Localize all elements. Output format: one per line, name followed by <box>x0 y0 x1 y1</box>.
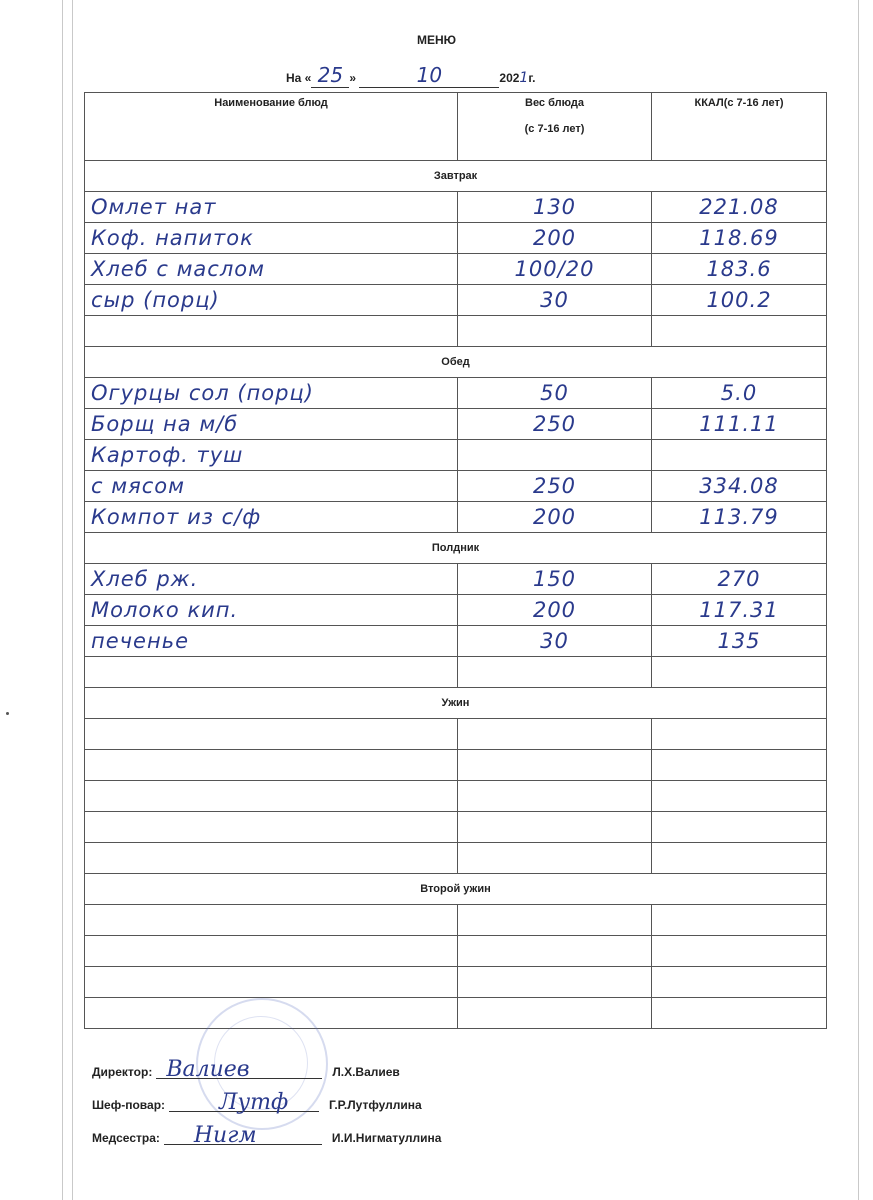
director-label: Директор: <box>92 1065 153 1079</box>
dish-kcal: 118.69 <box>652 223 827 254</box>
table-row <box>85 719 827 750</box>
chef-label: Шеф-повар: <box>92 1098 166 1112</box>
scan-speck <box>6 712 9 715</box>
dish-kcal <box>652 440 827 471</box>
table-row <box>85 967 827 998</box>
header-kcal: ККАЛ(с 7-16 лет) <box>652 93 827 161</box>
scan-edge-left-2 <box>72 0 73 1200</box>
dish-weight: 130 <box>458 192 652 223</box>
section-row <box>85 347 827 378</box>
dish-kcal: 100.2 <box>652 285 827 316</box>
chef-signature: Лутф <box>219 1090 289 1115</box>
table-row <box>85 192 827 223</box>
table-row <box>85 378 827 409</box>
table-row <box>85 316 827 347</box>
dish-name: с мясом <box>85 471 458 502</box>
section-row <box>85 688 827 719</box>
section-dinner: Ужин <box>85 688 827 719</box>
dish-weight: 100/20 <box>458 254 652 285</box>
section-lunch: Обед <box>85 347 827 378</box>
section-breakfast: Завтрак <box>85 161 827 192</box>
document-title: МЕНЮ <box>416 33 457 47</box>
nurse-label: Медсестра: <box>92 1131 160 1145</box>
table-row <box>85 905 827 936</box>
dish-name: Борщ на м/б <box>85 409 458 440</box>
nurse-name: И.И.Нигматуллина <box>331 1131 442 1145</box>
chef-row <box>92 1079 441 1115</box>
dish-kcal: 334.08 <box>652 471 827 502</box>
lunch-rows <box>85 378 827 533</box>
date-line <box>286 63 535 88</box>
date-year-tail: г. <box>528 71 536 85</box>
dish-name: Картоф. туш <box>85 440 458 471</box>
table-row <box>85 285 827 316</box>
director-signature-line <box>156 1057 322 1082</box>
table-row <box>85 471 827 502</box>
table-row <box>85 998 827 1029</box>
table-row <box>85 409 827 440</box>
dish-weight: 200 <box>458 595 652 626</box>
date-year-suffix: 1 <box>519 70 529 86</box>
table-row <box>85 657 827 688</box>
chef-signature-line <box>169 1090 319 1115</box>
dish-weight: 30 <box>458 285 652 316</box>
dish-name: печенье <box>85 626 458 657</box>
header-weight-sub: (с 7-16 лет) <box>524 123 585 135</box>
dish-kcal: 221.08 <box>652 192 827 223</box>
director-row <box>92 1046 441 1082</box>
table-row <box>85 440 827 471</box>
date-day: 25 <box>317 63 344 87</box>
dish-name: Хлеб рж. <box>85 564 458 595</box>
dish-name: Компот из с/ф <box>85 502 458 533</box>
date-mid: » <box>349 71 357 85</box>
dish-weight: 200 <box>458 223 652 254</box>
table-row <box>85 564 827 595</box>
table-row <box>85 781 827 812</box>
table-row <box>85 750 827 781</box>
dish-weight <box>458 440 652 471</box>
scan-edge-left <box>62 0 63 1200</box>
chef-name: Г.Р.Лутфуллина <box>329 1098 422 1112</box>
section-second-dinner: Второй ужин <box>85 874 827 905</box>
director-signature: Валиев <box>166 1057 250 1082</box>
header-weight-label: Вес блюда <box>525 97 584 109</box>
dish-kcal: 270 <box>652 564 827 595</box>
signature-block <box>92 1046 442 1148</box>
dish-kcal: 5.0 <box>652 378 827 409</box>
dish-name: Огурцы сол (порц) <box>85 378 458 409</box>
table-row <box>85 936 827 967</box>
table-row <box>85 595 827 626</box>
nurse-row <box>92 1112 442 1148</box>
dish-name: Хлеб с маслом <box>85 254 458 285</box>
header-dish-name: Наименование блюд <box>85 93 458 161</box>
dish-name: сыр (порц) <box>85 285 458 316</box>
date-month: 10 <box>416 63 443 87</box>
section-snack: Полдник <box>85 533 827 564</box>
dish-weight: 150 <box>458 564 652 595</box>
dish-weight: 250 <box>458 471 652 502</box>
breakfast-rows <box>85 192 827 316</box>
section-row <box>85 533 827 564</box>
section-row <box>85 161 827 192</box>
dish-weight: 200 <box>458 502 652 533</box>
header-weight <box>458 93 652 161</box>
dish-name: Омлет нат <box>85 192 458 223</box>
dish-kcal: 135 <box>652 626 827 657</box>
menu-table <box>84 92 827 1029</box>
nurse-signature-line <box>164 1123 322 1148</box>
date-prefix: На « <box>286 71 312 85</box>
dish-weight: 50 <box>458 378 652 409</box>
scan-edge-right <box>858 0 859 1200</box>
dish-kcal: 183.6 <box>652 254 827 285</box>
dish-name: Коф. напиток <box>85 223 458 254</box>
dish-kcal: 113.79 <box>652 502 827 533</box>
dish-weight: 30 <box>458 626 652 657</box>
table-row <box>85 843 827 874</box>
dish-name: Молоко кип. <box>85 595 458 626</box>
table-row <box>85 502 827 533</box>
dish-weight: 250 <box>458 409 652 440</box>
table-header-row <box>85 93 827 161</box>
table-row <box>85 223 827 254</box>
dish-kcal: 117.31 <box>652 595 827 626</box>
date-year-prefix: 202 <box>499 71 520 85</box>
table-row <box>85 812 827 843</box>
table-row <box>85 626 827 657</box>
table-row <box>85 254 827 285</box>
director-name: Л.Х.Валиев <box>332 1065 400 1079</box>
dish-kcal: 111.11 <box>652 409 827 440</box>
section-row <box>85 874 827 905</box>
nurse-signature: Нигм <box>193 1123 257 1148</box>
snack-rows <box>85 564 827 657</box>
